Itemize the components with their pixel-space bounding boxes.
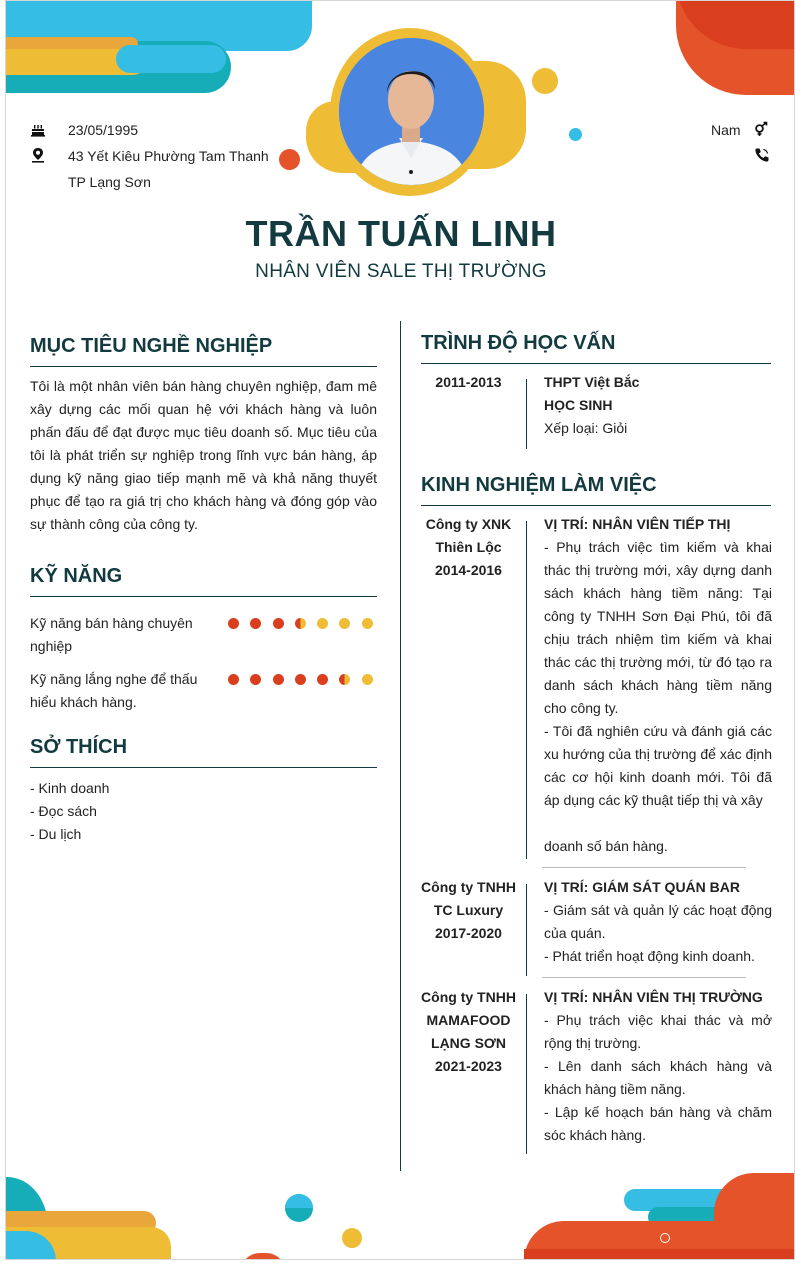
education-grade: Xếp loại: Giỏi — [544, 420, 628, 436]
hobbies-list — [30, 777, 109, 846]
objective-underline — [30, 366, 377, 367]
experience-underline — [421, 505, 771, 506]
job-position: VỊ TRÍ: GIÁM SÁT QUÁN BAR — [544, 879, 740, 895]
job-company-line: Công ty TNHH — [421, 879, 516, 895]
rating-dot — [317, 618, 328, 629]
profile-photo — [339, 38, 484, 185]
objective-title: MỤC TIÊU NGHỀ NGHIỆP — [30, 335, 273, 357]
column-divider — [400, 321, 401, 1171]
job-company — [421, 876, 516, 945]
skill-label: Kỹ năng lắng nghe để thấu hiểu khách hàng. — [30, 671, 198, 710]
job-timeline-line — [526, 521, 527, 859]
education-timeline-line — [526, 379, 527, 449]
job-detail: - Lên danh sách khách hàng và khách hàng tiềm năng. — [544, 1058, 772, 1097]
decor-dot-red — [279, 149, 300, 170]
rating-dot — [339, 674, 350, 685]
job-company-line: MAMAFOOD — [426, 1012, 511, 1028]
phone-icon — [754, 147, 772, 165]
job-period: 2017-2020 — [435, 925, 502, 941]
education-school: THPT Việt Bắc — [544, 374, 640, 390]
job-detail: - Lập kế hoạch bán hàng và chăm sóc khách hàng. — [544, 1104, 772, 1143]
rating-dot — [273, 618, 284, 629]
job-separator — [542, 977, 746, 978]
job-timeline-line — [526, 884, 527, 976]
job-period: 2014-2016 — [435, 562, 502, 578]
skills-underline — [30, 596, 377, 597]
birthday-text: 23/05/1995 — [68, 122, 139, 138]
contact-birthday — [30, 119, 138, 141]
skills-title: KỸ NĂNG — [30, 565, 123, 587]
decor-bottom-dot-red — [240, 1253, 286, 1260]
rating-dot — [295, 674, 306, 685]
gender-text: Nam — [711, 122, 741, 138]
job-detail: - Phát triển hoạt động kinh doanh. — [544, 948, 755, 964]
job-company-line: TC Luxury — [433, 902, 504, 918]
rating-dot — [317, 674, 328, 685]
education-underline — [421, 363, 771, 364]
rating-dot — [339, 618, 350, 629]
job-company-line: Thiên Lộc — [435, 539, 502, 555]
rating-dot — [295, 618, 306, 629]
rating-dot — [250, 674, 261, 685]
job-detail: - Phụ trách việc tìm kiếm và khai thác thị trường mới, xây dựng danh sách khách hàng tiềm năng: Tại công ty TNHH Sơn Đại Phú, tôi đã chịu trách nhiệm tìm kiếm và khai thác các thị trường mới, từ đó tạo ra danh sách khách hàng tiềm năng cho công ty. — [544, 539, 772, 716]
job-timeline-line — [526, 994, 527, 1154]
candidate-job-title: NHÂN VIÊN SALE THỊ TRƯỜNG — [255, 261, 547, 282]
job-company — [421, 513, 516, 582]
decor-bottom-dot-yellow — [342, 1228, 362, 1248]
address-line2: TP Lạng Sơn — [68, 174, 151, 190]
job-detail: - Phụ trách việc khai thác và mở rộng thị trường. — [544, 1012, 772, 1051]
cv-page — [5, 0, 795, 1260]
rating-dot — [228, 674, 239, 685]
education-degree: HỌC SINH — [544, 397, 613, 413]
hobbies-title: SỞ THÍCH — [30, 736, 128, 758]
job-details — [544, 513, 772, 858]
job-company-line: Công ty TNHH — [421, 989, 516, 1005]
address-line1: 43 Yết Kiêu Phường Tam Thanh — [68, 148, 269, 164]
job-detail: - Giám sát và quản lý các hoạt động của quán. — [544, 902, 772, 941]
decor-bottom-left — [6, 1171, 206, 1260]
rating-dot — [228, 618, 239, 629]
contact-address-line2 — [68, 171, 151, 193]
contact-phone — [754, 145, 772, 167]
job-detail: doanh số bán hàng. — [544, 838, 668, 854]
decor-bottom-right — [524, 1171, 795, 1260]
hobby-item: - Đọc sách — [30, 803, 97, 819]
rating-dot — [273, 674, 284, 685]
rating-dot — [362, 618, 373, 629]
decor-top-right — [676, 1, 795, 96]
hobbies-underline — [30, 767, 377, 768]
job-company-line: Công ty XNK — [425, 516, 512, 532]
location-icon — [30, 147, 48, 165]
birthday-cake-icon — [30, 121, 48, 139]
job-details — [544, 986, 772, 1147]
skill-label: Kỹ năng bán hàng chuyên nghiệp — [30, 615, 193, 654]
job-company — [421, 986, 516, 1078]
job-position: VỊ TRÍ: NHÂN VIÊN TIẾP THỊ — [544, 516, 731, 532]
candidate-name: TRẦN TUẤN LINH — [245, 213, 557, 254]
hobby-item: - Kinh doanh — [30, 780, 110, 796]
skill-rating — [228, 618, 384, 629]
hobby-item: - Du lịch — [30, 826, 82, 842]
job-company-line: LẠNG SƠN — [431, 1035, 506, 1051]
contact-gender — [711, 119, 771, 141]
rating-dot — [362, 674, 373, 685]
job-period: 2021-2023 — [435, 1058, 502, 1074]
gender-icon — [753, 121, 771, 139]
decor-dot-yellow — [532, 68, 558, 94]
job-position: VỊ TRÍ: NHÂN VIÊN THỊ TRƯỜNG — [544, 989, 763, 1005]
rating-dot — [250, 618, 261, 629]
contact-address — [30, 145, 269, 167]
objective-text: Tôi là một nhân viên bán hàng chuyên nghiệp, đam mê xây dựng các mối quan hệ với khách hàng và luôn phấn đấu để đạt được mục tiêu doanh số. Mục tiêu của tôi là phát triển sự nghiệp trong lĩnh vực bán hàng, áp dụng kỹ năng giao tiếp mạnh mẽ và khả năng thuyết phục để tạo ra giá trị cho khách hàng và đóng góp vào sự thành công của công ty. — [30, 378, 377, 532]
skill-item — [30, 668, 377, 714]
decor-dot-cyan — [569, 128, 582, 141]
experience-title: KINH NGHIỆM LÀM VIỆC — [421, 474, 657, 496]
education-period: 2011-2013 — [435, 374, 502, 390]
education-title: TRÌNH ĐỘ HỌC VẤN — [421, 332, 616, 354]
education-details — [544, 371, 772, 440]
job-details — [544, 876, 772, 968]
decor-bottom-dot-cyan-top — [285, 1194, 313, 1208]
job-separator — [542, 867, 746, 868]
skill-rating — [228, 674, 384, 685]
job-detail: - Tôi đã nghiên cứu và đánh giá các xu hướng của thị trường để xác định các cơ hội kinh doanh mới. Tôi đã áp dụng các kỹ thuật tiếp thị và xây — [544, 723, 772, 808]
skill-item — [30, 612, 377, 658]
decor-top-left — [6, 1, 316, 96]
